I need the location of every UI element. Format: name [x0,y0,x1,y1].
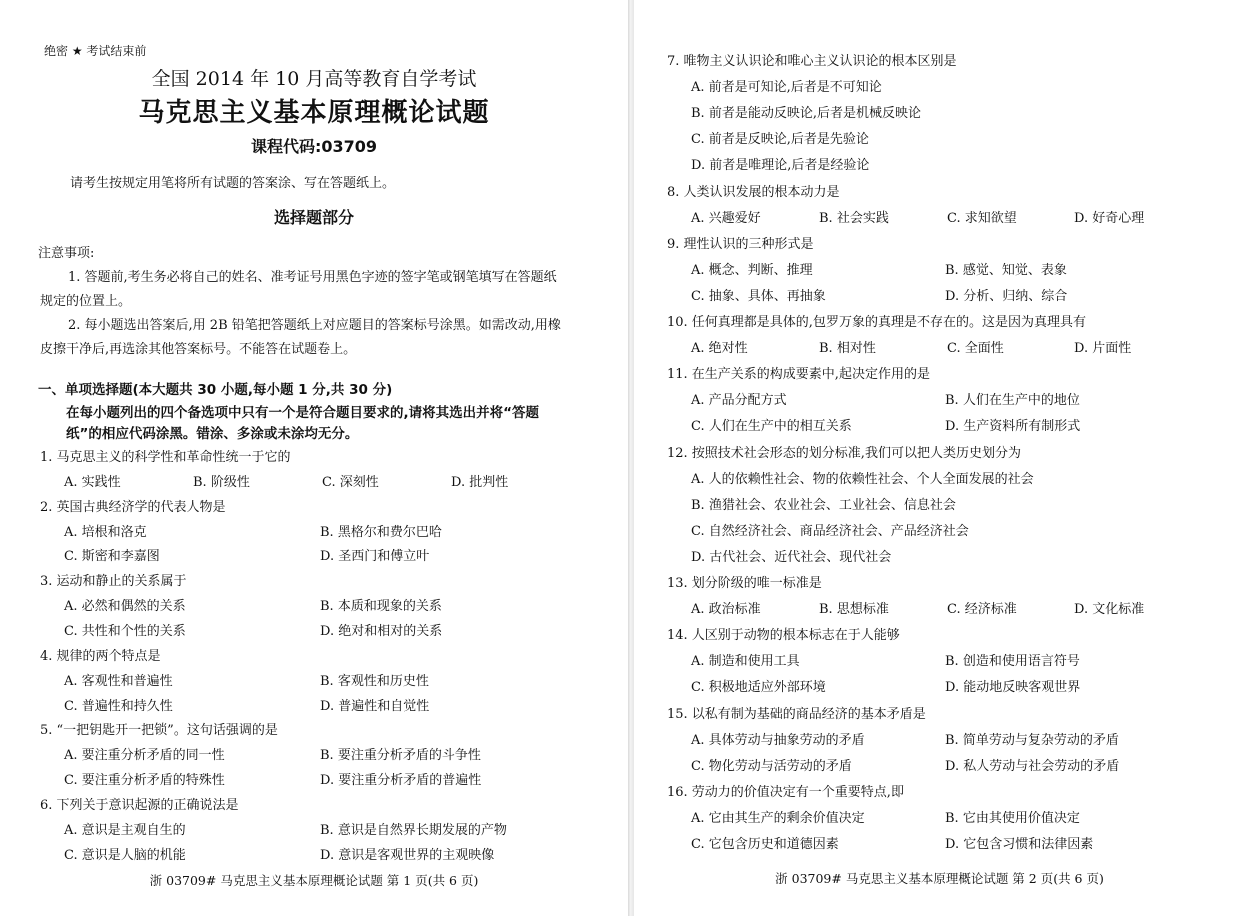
answer-option: D. 绝对和相对的关系 [320,623,443,639]
question-stem: 3. 运动和静止的关系属于 [40,574,187,590]
note-line: 2. 每小题选出答案后,用 2B 铅笔把答题纸上对应题目的答案标号涂黑。如需改动,用橡 [68,318,561,333]
instruction: 请考生按规定用笔将所有试题的答案涂、写在答题纸上。 [70,176,396,191]
answer-option: B. 前者是能动反映论,后者是机械反映论 [691,106,921,122]
answer-option: D. 普遍性和自觉性 [320,698,430,714]
answer-option: D. 分析、归纳、综合 [945,288,1068,304]
note-line: 规定的位置上。 [40,294,132,309]
answer-option: C. 积极地适应外部环境 [691,680,826,696]
answer-option: A. 意识是主观自生的 [64,822,186,838]
question-stem: 14. 人区别于动物的根本标志在于人能够 [667,628,900,644]
answer-option: B. 社会实践 [819,210,889,226]
answer-option: B. 要注重分析矛盾的斗争性 [320,748,481,764]
answer-option: D. 批判性 [451,474,509,490]
answer-option: D. 圣西门和傅立叶 [320,549,430,565]
answer-option: B. 感觉、知觉、表象 [945,262,1067,278]
answer-option: D. 文化标准 [1074,602,1145,618]
answer-option: D. 私人劳动与社会劳动的矛盾 [945,758,1120,774]
answer-option: A. 制造和使用工具 [691,654,800,670]
answer-option: B. 黑格尔和费尔巴哈 [320,524,442,540]
answer-option: C. 求知欲望 [947,210,1017,226]
answer-option: C. 斯密和李嘉图 [64,549,160,565]
question-stem: 6. 下列关于意识起源的正确说法是 [40,797,239,813]
question-stem: 9. 理性认识的三种形式是 [667,236,814,252]
answer-option: D. 前者是唯理论,后者是经验论 [691,158,870,174]
answer-option: B. 阶级性 [193,474,250,490]
answer-option: A. 兴趣爱好 [691,210,761,226]
answer-option: A. 人的依赖性社会、物的依赖性社会、个人全面发展的社会 [691,471,1034,487]
note-line: 1. 答题前,考生务必将自己的姓名、准考证号用黑色字迹的签字笔或钢笔填写在答题纸 [68,270,557,285]
answer-option: D. 生产资料所有制形式 [945,419,1081,435]
answer-option: A. 实践性 [64,474,121,490]
answer-option: A. 具体劳动与抽象劳动的矛盾 [691,732,865,748]
answer-option: A. 必然和偶然的关系 [64,599,186,615]
answer-option: C. 深刻性 [322,474,379,490]
answer-option: B. 渔猎社会、农业社会、工业社会、信息社会 [691,497,956,513]
question-stem: 10. 任何真理都是具体的,包罗万象的真理是不存在的。这是因为真理具有 [667,315,1086,330]
answer-option: D. 意识是客观世界的主观映像 [320,847,495,863]
notes-heading: 注意事项: [38,246,95,261]
question-stem: 4. 规律的两个特点是 [40,648,161,664]
question-stem: 7. 唯物主义认识论和唯心主义认识论的根本区别是 [667,54,957,69]
answer-option: A. 它由其生产的剩余价值决定 [691,810,865,826]
answer-option: A. 客观性和普遍性 [64,673,173,689]
answer-option: B. 相对性 [819,341,876,357]
answer-option: C. 经济标准 [947,602,1017,618]
answer-option: C. 它包含历史和道德因素 [691,837,839,852]
answer-option: C. 全面性 [947,341,1004,357]
answer-option: C. 抽象、具体、再抽象 [691,288,826,304]
answer-option: A. 政治标准 [691,602,761,618]
secret-label: 绝密 ★ 考试结束前 [44,44,147,58]
question-stem: 13. 划分阶级的唯一标准是 [667,576,822,591]
answer-option: B. 思想标准 [819,602,889,618]
answer-option: D. 要注重分析矛盾的普遍性 [320,773,482,789]
exam-title: 马克思主义基本原理概论试题 [138,98,490,128]
answer-option: C. 物化劳动与活劳动的矛盾 [691,758,852,774]
answer-option: B. 意识是自然界长期发展的产物 [320,822,507,838]
answer-option: D. 古代社会、近代社会、现代社会 [691,549,892,565]
question-stem: 12. 按照技术社会形态的划分标准,我们可以把人类历史划分为 [667,445,1021,461]
answer-option: B. 它由其使用价值决定 [945,810,1080,826]
part-heading: 一、单项选择题(本大题共 30 小题,每小题 1 分,共 30 分) [38,382,393,398]
page-2 [634,0,1245,916]
section-title: 选择题部分 [273,208,354,227]
question-stem: 11. 在生产关系的构成要素中,起决定作用的是 [667,367,930,383]
answer-option: B. 简单劳动与复杂劳动的矛盾 [945,732,1119,748]
answer-option: D. 能动地反映客观世界 [945,680,1081,696]
answer-option: D. 好奇心理 [1074,210,1145,226]
answer-option: B. 本质和现象的关系 [320,599,442,615]
answer-option: C. 要注重分析矛盾的特殊性 [64,773,225,789]
answer-option: B. 客观性和历史性 [320,673,429,689]
page-footer: 浙 03709# 马克思主义基本原理概论试题 第 2 页(共 6 页) [775,871,1104,886]
part-description: 纸”的相应代码涂黑。错涂、多涂或未涂均无分。 [66,426,359,442]
answer-option: C. 普遍性和持久性 [64,698,173,714]
page-footer: 浙 03709# 马克思主义基本原理概论试题 第 1 页(共 6 页) [149,873,479,888]
course-code: 课程代码:03709 [250,137,378,156]
answer-option: A. 绝对性 [691,341,748,357]
answer-option: B. 人们在生产中的地位 [945,393,1080,409]
answer-option: C. 人们在生产中的相互关系 [691,419,852,435]
question-stem: 2. 英国古典经济学的代表人物是 [40,499,226,515]
answer-option: A. 要注重分析矛盾的同一性 [64,748,225,764]
question-stem: 15. 以私有制为基础的商品经济的基本矛盾是 [667,706,926,722]
answer-option: C. 前者是反映论,后者是先验论 [691,132,869,148]
answer-option: C. 共性和个性的关系 [64,623,186,639]
answer-option: C. 自然经济社会、商品经济社会、产品经济社会 [691,523,969,539]
part-description: 在每小题列出的四个备选项中只有一个是符合题目要求的,请将其选出并将“答题 [66,405,539,421]
answer-option: D. 它包含习惯和法律因素 [945,837,1094,852]
question-stem: 8. 人类认识发展的根本动力是 [667,184,840,200]
answer-option: A. 概念、判断、推理 [691,262,813,278]
answer-option: A. 前者是可知论,后者是不可知论 [691,80,882,96]
answer-option: D. 片面性 [1074,341,1132,357]
question-stem: 1. 马克思主义的科学性和革命性统一于它的 [40,450,291,465]
exam-line: 全国 2014 年 10 月高等教育自学考试 [151,68,477,90]
question-stem: 16. 劳动力的价值决定有一个重要特点,即 [667,784,904,800]
answer-option: A. 产品分配方式 [691,393,787,409]
answer-option: B. 创造和使用语言符号 [945,654,1080,670]
answer-option: A. 培根和洛克 [64,524,147,540]
answer-option: C. 意识是人脑的机能 [64,847,186,863]
note-line: 皮擦干净后,再选涂其他答案标号。不能答在试题卷上。 [40,342,357,357]
question-stem: 5. “一把钥匙开一把锁”。这句话强调的是 [40,723,278,739]
